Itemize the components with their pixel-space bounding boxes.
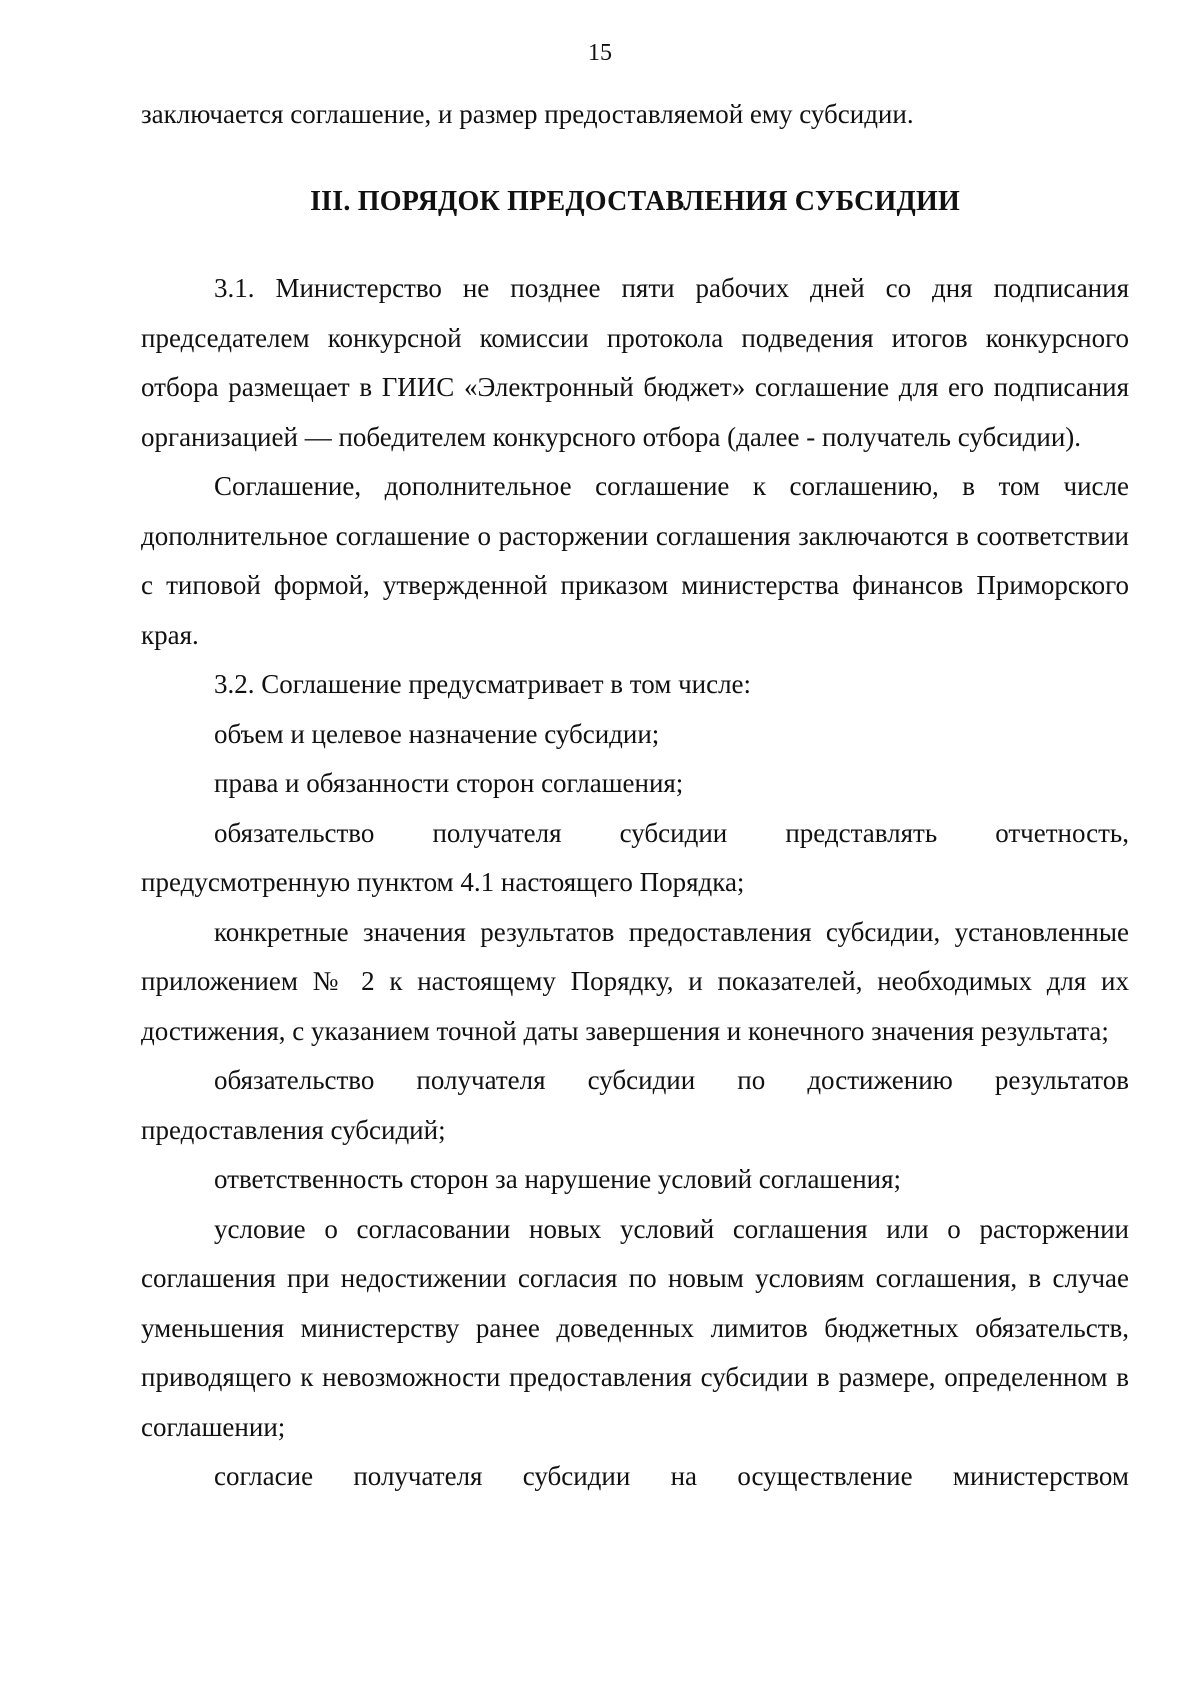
list-item-result-values: конкретные значения результатов предоставления субсидии, установленные приложением № 2 к настоящему Порядку, и показателей, необходимых для их достижения, с указанием точной даты завершения и конечного значения результата;	[141, 916, 1129, 1046]
list-item-reporting-obligation: обязательство получателя субсидии представлять отчетность, предусмотренную пунктом 4.1 настоящего Порядка;	[141, 817, 1129, 897]
paragraph-3-2: 3.2. Соглашение предусматривает в том числе:	[214, 669, 752, 699]
body-text	[141, 264, 1129, 1502]
list-item-subsidy-volume: объем и целевое назначение субсидии;	[214, 718, 660, 749]
list-item-results-obligation: обязательство получателя субсидии по достижению результатов предоставления субсидий;	[141, 1065, 1129, 1145]
continuation-line: заключается соглашение, и размер предоставляемой ему субсидии.	[141, 99, 914, 129]
paragraph-agreement-form: Соглашение, дополнительное соглашение к соглашению, в том числе дополнительное соглашение о расторжении соглашения заключаются в соответствии с типовой формой, утвержденной приказом министерства финансов Приморского края.	[141, 471, 1129, 650]
section-heading: III. ПОРЯДОК ПРЕДОСТАВЛЕНИЯ СУБСИДИИ	[310, 186, 960, 217]
page-number: 15	[588, 40, 612, 66]
paragraph-3-1: 3.1. Министерство не позднее пяти рабочих дней со дня подписания председателем конкурсной комиссии протокола подведения итогов конкурсного отбора размещает в ГИИС «Электронный бюджет» соглашение для его подписания организацией — победителем конкурсного отбора (далее - получатель субсидии).	[141, 273, 1129, 452]
list-item-rights-duties: права и обязанности сторон соглашения;	[214, 768, 684, 798]
list-item-new-conditions: условие о согласовании новых условий соглашения или о расторжении соглашения при недостижении согласия по новым условиям соглашения, в случае уменьшения министерству ранее доведенных лимитов бюджетных обязательств, приводящего к невозможности предоставления субсидии в размере, определенном в соглашении;	[141, 1213, 1129, 1442]
list-item-consent: согласие получателя субсидии на осуществление министерством	[214, 1461, 1129, 1491]
list-item-liability: ответственность сторон за нарушение условий соглашения;	[214, 1164, 902, 1194]
